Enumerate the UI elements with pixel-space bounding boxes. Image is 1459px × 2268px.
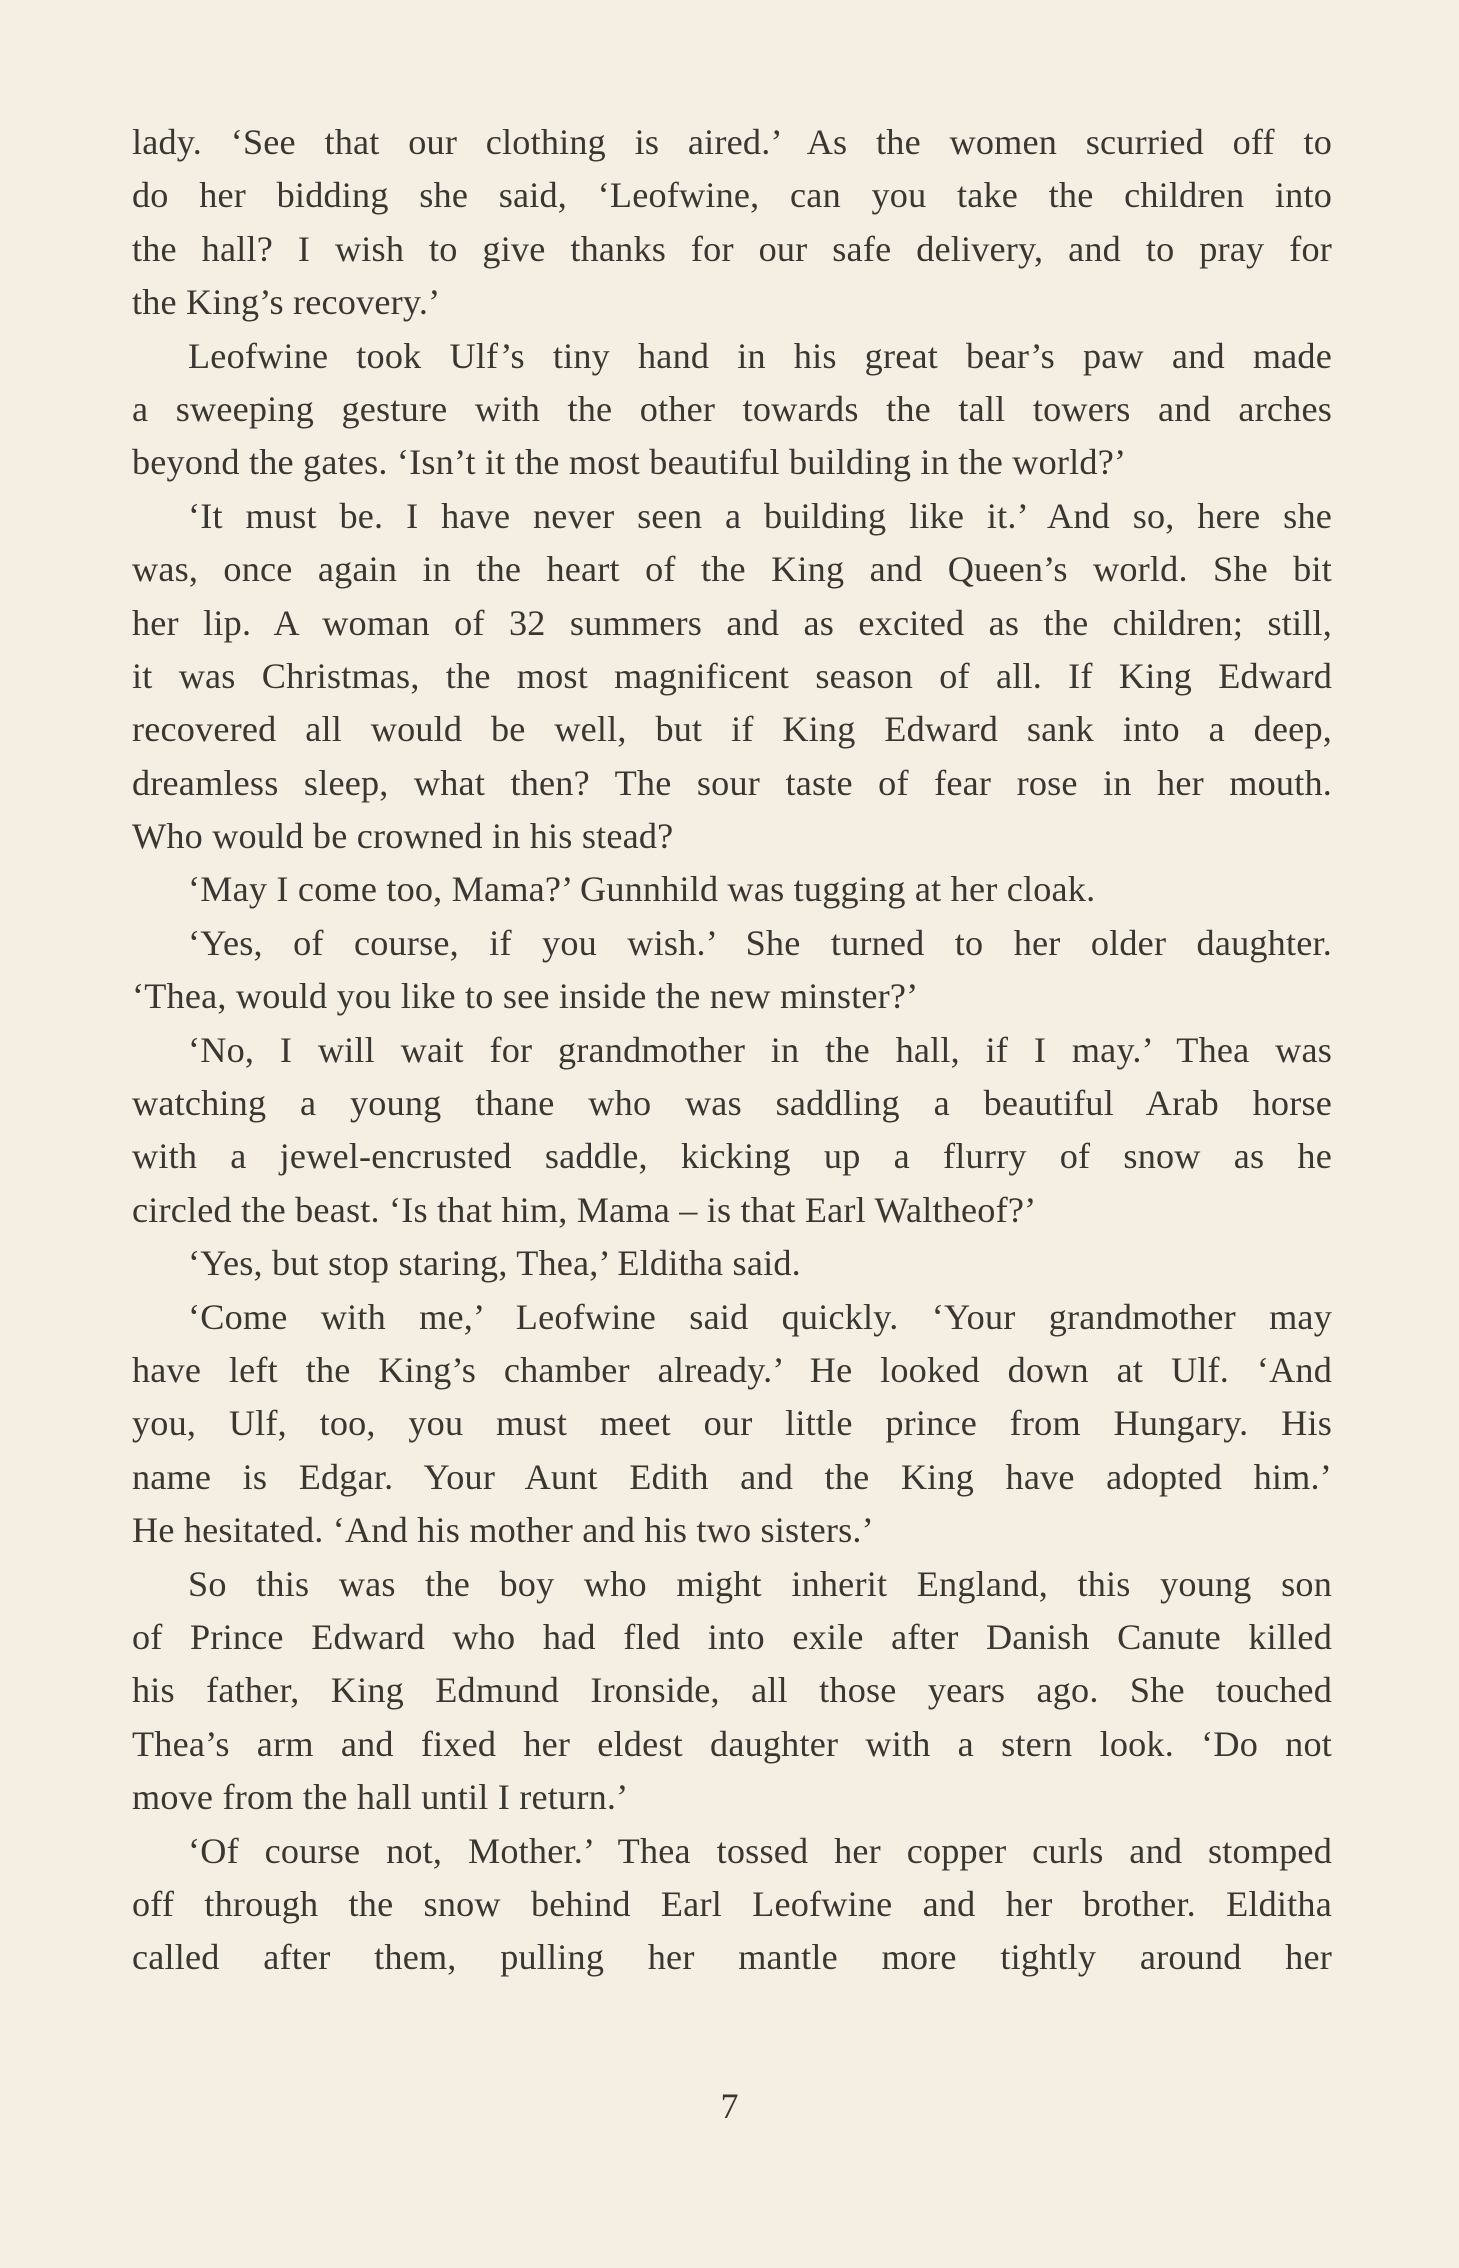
page-number: 7 [720, 2086, 739, 2126]
text-line: name is Edgar. Your Aunt Edith and the King have adopted him.’ [132, 1456, 1332, 1497]
body-text [132, 116, 1332, 1985]
text-line: move from the hall until I return.’ [132, 1777, 629, 1818]
text-line: her lip. A woman of 32 summers and as excited as the children; still, [132, 602, 1332, 643]
text-line: recovered all would be well, but if King Edward sank into a deep, [132, 709, 1332, 750]
text-line: of Prince Edward who had fled into exile after Danish Canute killed [132, 1616, 1332, 1657]
text-line: ‘Yes, of course, if you wish.’ She turned to her older daughter. [188, 922, 1332, 963]
text-line: off through the snow behind Earl Leofwine and her brother. Elditha [132, 1883, 1332, 1924]
text-line: ‘Thea, would you like to see inside the new minster?’ [132, 976, 919, 1017]
text-line: do her bidding she said, ‘Leofwine, can you take the children into [132, 175, 1332, 216]
text-line: called after them, pulling her mantle more tightly around her [132, 1937, 1332, 1978]
text-line: watching a young thane who was saddling a beautiful Arab horse [132, 1083, 1332, 1124]
text-line: He hesitated. ‘And his mother and his two sisters.’ [132, 1510, 874, 1551]
text-line: lady. ‘See that our clothing is aired.’ As the women scurried off to [132, 122, 1332, 162]
text-line: have left the King’s chamber already.’ He looked down at Ulf. ‘And [132, 1349, 1332, 1390]
text-line: ‘May I come too, Mama?’ Gunnhild was tugging at her cloak. [188, 869, 1096, 910]
text-line: ‘Yes, but stop staring, Thea,’ Elditha said. [188, 1243, 801, 1284]
text-line: Thea’s arm and fixed her eldest daughter with a stern look. ‘Do not [132, 1723, 1332, 1764]
text-line: circled the beast. ‘Is that him, Mama – is that Earl Waltheof?’ [132, 1189, 1037, 1230]
text-line: with a jewel-encrusted saddle, kicking up a flurry of snow as he [132, 1136, 1332, 1177]
text-line: dreamless sleep, what then? The sour taste of fear rose in her mouth. [132, 762, 1332, 803]
text-line: his father, King Edmund Ironside, all those years ago. She touched [132, 1670, 1332, 1711]
text-line: the King’s recovery.’ [132, 282, 441, 323]
text-line: beyond the gates. ‘Isn’t it the most beautiful building in the world?’ [132, 442, 1127, 483]
text-line: Who would be crowned in his stead? [132, 816, 674, 857]
text-line: the hall? I wish to give thanks for our safe delivery, and to pray for [132, 228, 1332, 269]
text-line: was, once again in the heart of the King and Queen’s world. She bit [132, 549, 1332, 590]
text-line: it was Christmas, the most magnificent season of all. If King Edward [132, 655, 1332, 696]
text-line: a sweeping gesture with the other towards the tall towers and arches [132, 388, 1332, 429]
text-line: So this was the boy who might inherit England, this young son [188, 1563, 1332, 1604]
text-line: Leofwine took Ulf’s tiny hand in his great bear’s paw and made [188, 335, 1332, 376]
text-line: ‘It must be. I have never seen a building like it.’ And so, here she [188, 495, 1332, 536]
text-line: ‘Of course not, Mother.’ Thea tossed her copper curls and stomped [188, 1830, 1332, 1871]
text-line: ‘No, I will wait for grandmother in the hall, if I may.’ Thea was [188, 1029, 1332, 1070]
text-line: you, Ulf, too, you must meet our little prince from Hungary. His [132, 1403, 1332, 1444]
text-line: ‘Come with me,’ Leofwine said quickly. ‘Your grandmother may [188, 1296, 1332, 1337]
